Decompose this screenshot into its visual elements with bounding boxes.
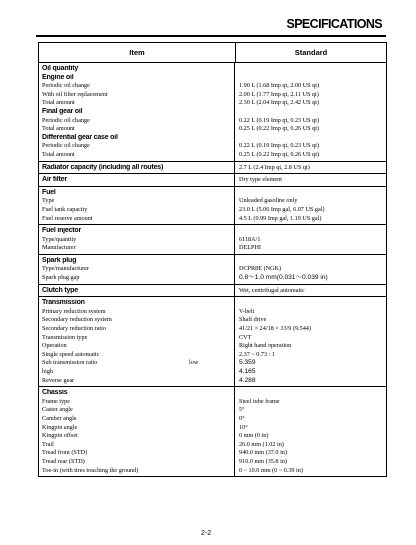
specifications-table [38,42,387,477]
item-text: Single speed automatic [42,350,100,358]
section-heading [42,389,232,398]
standard-value [239,189,384,198]
spec-block [39,387,386,476]
section-heading [42,65,232,74]
item-column [39,255,235,284]
item-text: Tread front (STD) [42,449,88,457]
item-label [42,274,232,283]
item-text: Kingpin offset [42,432,78,440]
standard-value: 940.0 mm (37.0 in) [239,449,287,457]
section-heading [42,299,232,308]
item-label [42,424,232,433]
item-text: Fuel reserve amount [42,214,93,222]
column-header-item: Item [39,43,236,62]
item-label [42,99,232,108]
standard-value: 4.165 [239,368,256,375]
standard-column [235,387,386,476]
standard-value: 0.25 L (0.22 Imp qt, 0.26 US qt) [239,150,320,158]
item-label [42,449,232,458]
spec-block [39,162,386,175]
standard-value [239,108,384,117]
item-text: Trail [42,440,54,448]
standard-value: 6118A/1 [239,235,261,243]
section-heading [42,134,232,143]
item-label [42,377,232,386]
section-heading [42,189,232,198]
standard-value [239,389,384,398]
page-number: 2-2 [201,530,212,537]
standard-value [239,227,384,236]
item-column [39,297,235,386]
standard-value: 4.5 L (0.99 Imp gal, 1.19 US gal) [239,214,322,222]
item-text: Secondary reduction system [42,316,112,324]
item-text: Transmission type [42,333,88,341]
item-label [42,117,232,126]
standard-value: 5° [239,406,245,414]
standard-value: 0.22 L (0.19 Imp qt, 0.23 US qt) [239,116,320,124]
item-label [42,398,232,407]
item-text: Engine oil [42,73,74,81]
item-label [42,151,232,160]
item-text: Total amount [42,99,75,107]
spec-block [39,225,386,255]
standard-value: 0.22 L (0.19 Imp qt, 0.23 US qt) [239,142,320,150]
item-label [42,458,232,467]
item-column [39,162,235,174]
item-text: Fuel [42,188,56,196]
standard-value: 2.30 L (2.04 Imp qt, 2.42 US qt) [239,99,320,107]
column-header-standard: Standard [294,48,328,57]
item-label [42,467,232,476]
standard-value: Dry type element [239,176,282,184]
item-label [42,215,232,224]
item-text: Air filter [42,176,67,184]
item-text: Frame type [42,397,71,405]
standard-value: 4.288 [239,376,256,384]
item-label [42,432,232,441]
standard-column [235,187,386,224]
item-text: Differential gear case oil [42,133,118,141]
standard-value: 2.37 ~ 0.73 : 1 [239,350,276,358]
standard-value: V-belt [239,307,255,315]
section-heading [42,287,232,296]
standard-column [235,297,386,386]
standard-column [235,63,386,161]
item-text: Kingpin angle [42,423,78,431]
item-label [42,351,232,360]
item-label [42,197,232,206]
standard-value [239,299,384,308]
spec-block [39,174,386,187]
item-label [42,308,232,317]
standard-value: 1.90 L (1.68 Imp qt, 2.00 US qt) [239,82,320,90]
standard-value: Unleaded gasoline only [239,197,298,205]
item-text: Primary reduction system [42,307,106,315]
item-column [39,387,235,476]
standard-value: Right hand operation [239,342,292,350]
item-label [42,236,232,245]
item-label [42,265,232,274]
standard-value: 41/21 × 24/18 × 33/9 (9.544) [239,325,311,333]
item-text: Manufacturer [42,244,76,252]
item-text: With oil filter replacement [42,90,108,98]
spec-block [39,63,386,162]
item-text: high [42,368,54,375]
item-text: Sub transmission ratio [42,359,98,367]
standard-value [239,134,384,143]
standard-value: 26.0 mm (1.02 in) [239,440,284,448]
item-label [42,206,232,215]
item-label [42,244,232,253]
item-column [39,63,235,161]
standard-value: DELPHI [239,244,261,252]
spec-block [39,187,386,225]
item-text: Type [42,197,55,205]
item-text: Total amount [42,150,75,158]
item-label [42,359,232,368]
item-text: Type/manufacturer [42,265,89,273]
item-text: Periodic oil change [42,142,90,150]
item-text: Secondary reduction ratio [42,325,106,333]
item-text: Type/quantity [42,235,77,243]
item-text: Tread rear (STD) [42,457,85,465]
item-label [42,368,232,377]
standard-column [235,162,386,174]
section-heading [42,227,232,236]
item-label [42,325,232,334]
spec-block [39,255,386,285]
spec-block [39,297,386,387]
section-heading [42,164,232,173]
item-column [39,187,235,224]
item-label [42,406,232,415]
item-label [42,342,232,351]
table-body [39,63,386,476]
item-text: Reverse gear [42,376,75,384]
item-label [42,316,232,325]
standard-value: 5.359 [239,359,256,367]
standard-value: Steel tube frame [239,397,280,405]
item-text: Radiator capacity (including all routes) [42,163,164,171]
item-text: Toe-in (with tires touching the ground) [42,466,139,474]
section-heading [42,74,232,83]
item-text: Periodic oil change [42,116,90,124]
item-text: Camber angle [42,414,77,422]
item-label [42,441,232,450]
standard-value: Shaft drive [239,316,267,324]
item-column [39,225,235,254]
standard-column [235,285,386,297]
standard-value: 910.0 mm (35.8 in) [239,457,287,465]
table-header-row [39,43,386,63]
standard-value: Wet, centrifugal automatic [239,286,305,294]
standard-column [235,255,386,284]
item-text: Fuel tank capacity [42,205,88,213]
item-sub-label: low [189,359,199,367]
header-rule [36,35,386,37]
standard-value [239,257,384,266]
item-text: Transmission [42,299,85,307]
item-text: Spark plug [42,256,77,264]
item-column [39,174,235,186]
item-text: Periodic oil change [42,82,90,90]
standard-value: 0.25 L (0.22 Imp qt, 0.26 US qt) [239,125,320,133]
item-column [39,285,235,297]
item-text: Chassis [42,389,68,397]
standard-value: 0 mm (0 in) [239,432,269,440]
standard-value: DCPR8E (NGK) [239,265,282,273]
standard-column [235,174,386,186]
standard-value: 0 ~ 10.0 mm (0 ~ 0.39 in) [239,466,303,474]
standard-value: 10° [239,423,248,431]
item-text: Oil quantity [42,65,79,72]
standard-value: 0.8～1.0 mm(0.031～0.039 in) [239,274,328,282]
standard-value: 0° [239,414,245,422]
standard-column [235,225,386,254]
item-text: Clutch type [42,286,78,294]
item-text: Operation [42,342,67,350]
page-title: SPECIFICATIONS [286,17,382,31]
item-label [42,91,232,100]
item-label [42,334,232,343]
item-text: Total amount [42,125,75,133]
standard-value: CVT [239,333,252,341]
item-label [42,125,232,134]
item-label [42,415,232,424]
item-label [42,142,232,151]
item-text: Final gear oil [42,107,83,115]
section-heading [42,176,232,185]
item-text: Spark plug gap [42,274,80,282]
item-label [42,82,232,91]
standard-value: 23.0 L (5.06 Imp gal, 6.07 US gal) [239,205,325,213]
section-heading [42,108,232,117]
spec-block [39,285,386,298]
item-text: Fuel injector [42,227,82,235]
section-heading [42,257,232,266]
item-text: Caster angle [42,406,73,414]
standard-value: 2.00 L (1.77 Imp qt, 2.11 US qt) [239,90,319,98]
standard-value: 2.7 L (2.4 Imp qt, 2.8 US qt) [239,163,310,171]
standard-value [239,65,384,74]
standard-value [239,74,384,83]
